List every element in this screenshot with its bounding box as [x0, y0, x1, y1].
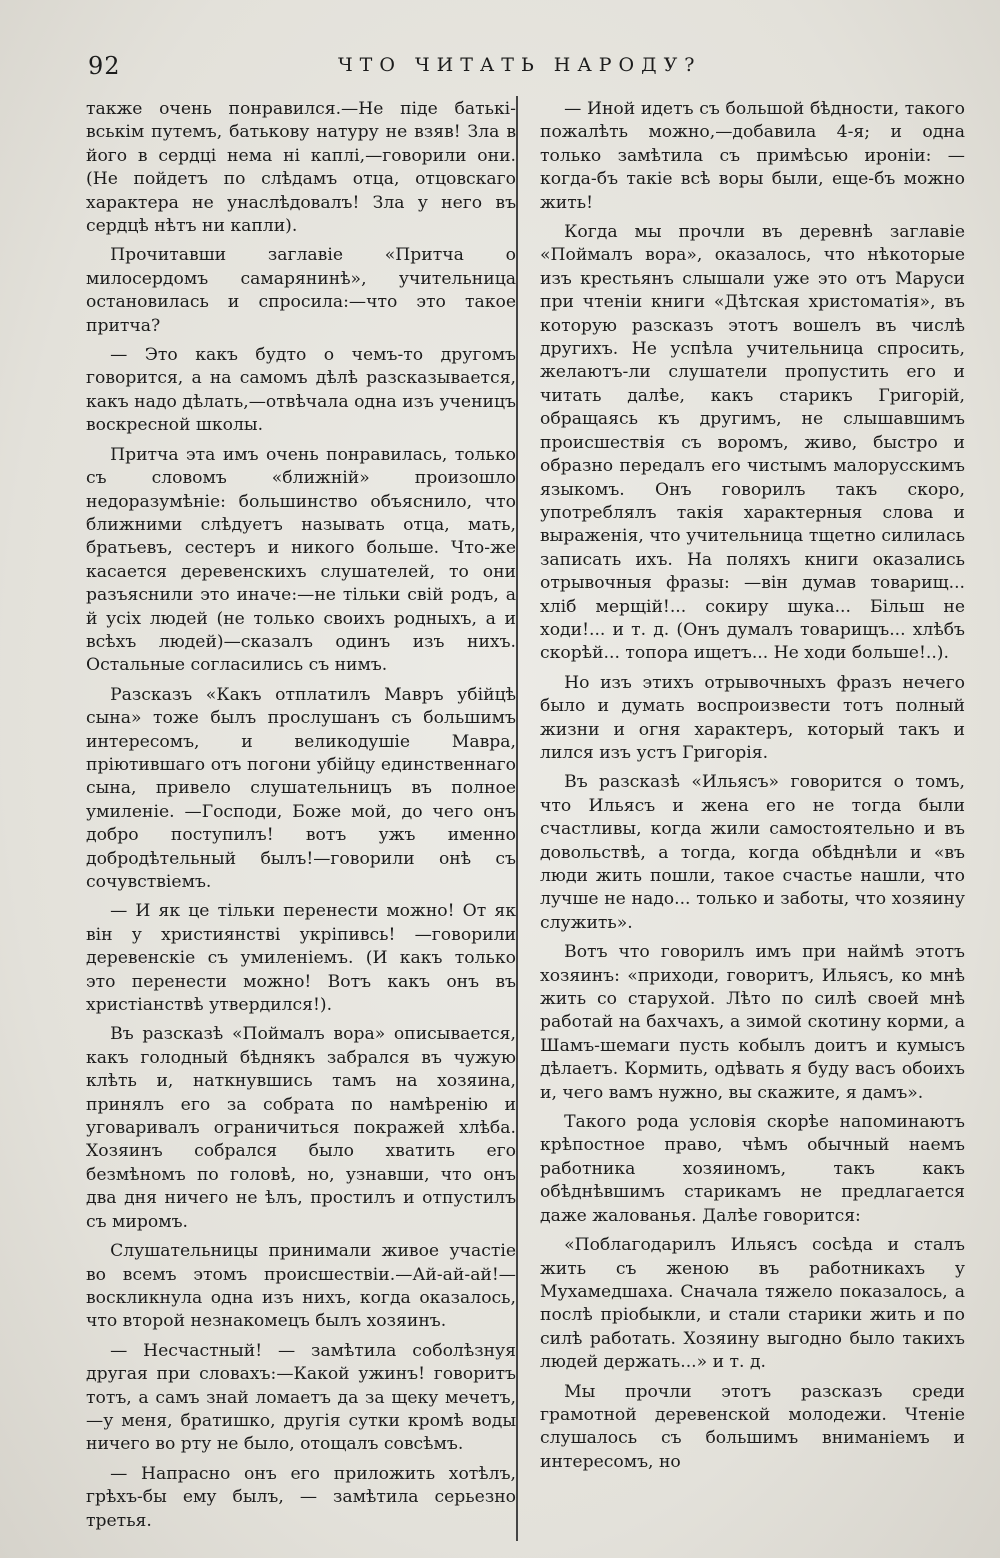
- paragraph: Въ разсказѣ «Ильясъ» говорится о томъ, что Ильясъ и жена его не тогда были счастливы, когда жили самостоятельно и въ довольствѣ, а тогда, когда обѣднѣли и «въ люди жить пошли, такое счастье нашли, что лучше не надо... только и заботы, что хозяину служить».: [540, 772, 965, 933]
- paragraph: Мы прочли этотъ разсказъ среди грамотной деревенской молодежи. Чтеніе слушалось съ большимъ вниманіемъ и интересомъ, но: [540, 1381, 965, 1472]
- paragraph: — Иной идетъ съ большой бѣдности, такого пожалѣть можно,—добавила 4-я; и одна только замѣтила съ примѣсью ироніи: — когда-бъ такіе всѣ воры были, еще-бъ можно жить!: [540, 99, 965, 213]
- paragraph: — И як це тільки перенести можно! От як він у християнстві укріпивсь! —говорили деревенскіе съ умиленіемъ. (И какъ только это перенести можно! Вотъ какъ онъ въ христіанствѣ утвердился!).: [86, 901, 516, 1016]
- page-header: [88, 52, 960, 92]
- paragraph: Когда мы прочли въ деревнѣ заглавіе «Поймалъ вора», оказалось, что нѣкоторые изъ крестьянъ слышали уже это отъ Маруси при чтеніи книги «Дѣтская христоматія», въ которую разсказъ этотъ вошелъ въ числѣ другихъ. Не успѣла учительница спросить, желаютъ-ли слушатели пропустить его и читать далѣе, какъ старикъ Григорій, обращаясь къ другимъ, не слышавшимъ происшествія съ воромъ, живо, быстро и образно передалъ его чистымъ малорусскимъ языкомъ. Онъ говорилъ такъ скоро, употреблялъ такія характерныя слова и выраженія, что учительница тщетно силилась записать ихъ. На поляхъ книги оказались отрывочныя фразы: —він думав товарищ... хліб мерщій!... сокиру шука... Більш не ходи!... и т. д. (Онъ думалъ товарищъ... хлѣбъ скорѣй... топора ищетъ... Не ходи больше!..).: [540, 222, 965, 664]
- page-number: 92: [88, 52, 121, 80]
- column-divider: [516, 96, 518, 1541]
- paragraph: — Напрасно онъ его приложить хотѣлъ, грѣхъ-бы ему былъ, — замѣтила серьезно третья.: [86, 1463, 516, 1531]
- paragraph: — Несчастный! — замѣтила соболѣзнуя другая при словахъ:—Какой ужинъ! говоритъ тотъ, а самъ знай ломаетъ да за щеку мечетъ,—у меня, братишко, другія сутки кромѣ воды ничего во рту не было, отощалъ совсѣмъ.: [86, 1340, 516, 1455]
- paragraph: Въ разсказѣ «Поймалъ вора» описывается, какъ голодный бѣднякъ забрался въ чужую клѣть и, наткнувшись тамъ на хозяина, принялъ его за собрата по намѣренію и уговаривалъ ограничиться покражей хлѣба. Хозяинъ собрался было хватить его безмѣномъ по головѣ, но, узнавши, что онъ два дня ничего не ѣлъ, простилъ и отпустилъ съ миромъ.: [86, 1024, 516, 1232]
- left-column: [86, 98, 516, 1539]
- paragraph: Прочитавши заглавіе «Притча о милосердомъ самарянинѣ», учительница остановилась и спросила:—что это такое притча?: [86, 245, 516, 336]
- paragraph: Притча эта имъ очень понравилась, только съ словомъ «ближній» произошло недоразумѣніе: большинство объяснило, что ближними слѣдуетъ называть отца, мать, братьевъ, сестеръ и никого больше. Что-же касается деревенскихъ слушателей, то они разъяснили это иначе:—не тільки свій родъ, а й усіх людей (не только своихъ родныхъ, а и всѣхъ людей)—сказалъ одинъ изъ нихъ. Остальные согласились съ нимъ.: [86, 444, 516, 676]
- paragraph: Такого рода условія скорѣе напоминаютъ крѣпостное право, чѣмъ обычный наемъ работника хозяиномъ, такъ какъ обѣднѣвшимъ старикамъ не предлагается даже жалованья. Далѣе говорится:: [540, 1112, 965, 1226]
- paragraph: — Это какъ будто о чемъ-то другомъ говорится, а на самомъ дѣлѣ разсказывается, какъ надо дѣлать,—отвѣчала одна изъ ученицъ воскресной школы.: [86, 345, 516, 436]
- running-title: ЧТО ЧИТАТЬ НАРОДУ?: [338, 54, 702, 76]
- right-column: [540, 98, 965, 1480]
- paragraph: Вотъ что говорилъ имъ при наймѣ этотъ хозяинъ: «приходи, говоритъ, Ильясъ, ко мнѣ жить со старухой. Лѣто по силѣ своей мнѣ работай на бахчахъ, а зимой скотину корми, а Шамъ-шемаги пусть кобылъ доитъ и кумысъ дѣлаетъ. Кормить, одѣвать я буду васъ обоихъ и, чего вамъ нужно, вы скажите, я дамъ».: [540, 942, 965, 1103]
- paragraph: Разсказъ «Какъ отплатилъ Мавръ убійцѣ сына» тоже былъ прослушанъ съ большимъ интересомъ, и великодушіе Мавра, пріютившаго отъ погони убійцу единственнаго сына, привело слушательницъ въ полное умиленіе. —Господи, Боже мой, до чего онъ добро поступилъ! вотъ ужъ именно добродѣтельный былъ!—говорили онѣ съ сочувствіемъ.: [86, 684, 516, 892]
- paragraph: Слушательницы принимали живое участіе во всемъ этомъ происшествіи.—Ай-ай-ай!—воскликнула одна изъ нихъ, когда оказалось, что второй незнакомецъ былъ хозяинъ.: [86, 1241, 516, 1332]
- paragraph: Но изъ этихъ отрывочныхъ фразъ нечего было и думать воспроизвести тотъ полный жизни и огня характеръ, который такъ и лился изъ устъ Григорія.: [540, 672, 965, 763]
- paragraph: также очень понравился.—Не піде батькі-вськім путемъ, батькову натуру не взяв! Зла в його в сердці нема ні каплі,—говорили они. (Не пойдетъ по слѣдамъ отца, отцовскаго характера не унаслѣдовалъ! Зла у него въ сердцѣ нѣтъ ни капли).: [86, 99, 516, 237]
- paragraph: «Поблагодарилъ Ильясъ сосѣда и сталъ жить съ женою въ работникахъ у Мухамедшаха. Сначала тяжело показалось, а послѣ пріобыкли, и стали старики жить и по силѣ работать. Хозяину выгодно было такихъ людей держать...» и т. д.: [540, 1235, 965, 1373]
